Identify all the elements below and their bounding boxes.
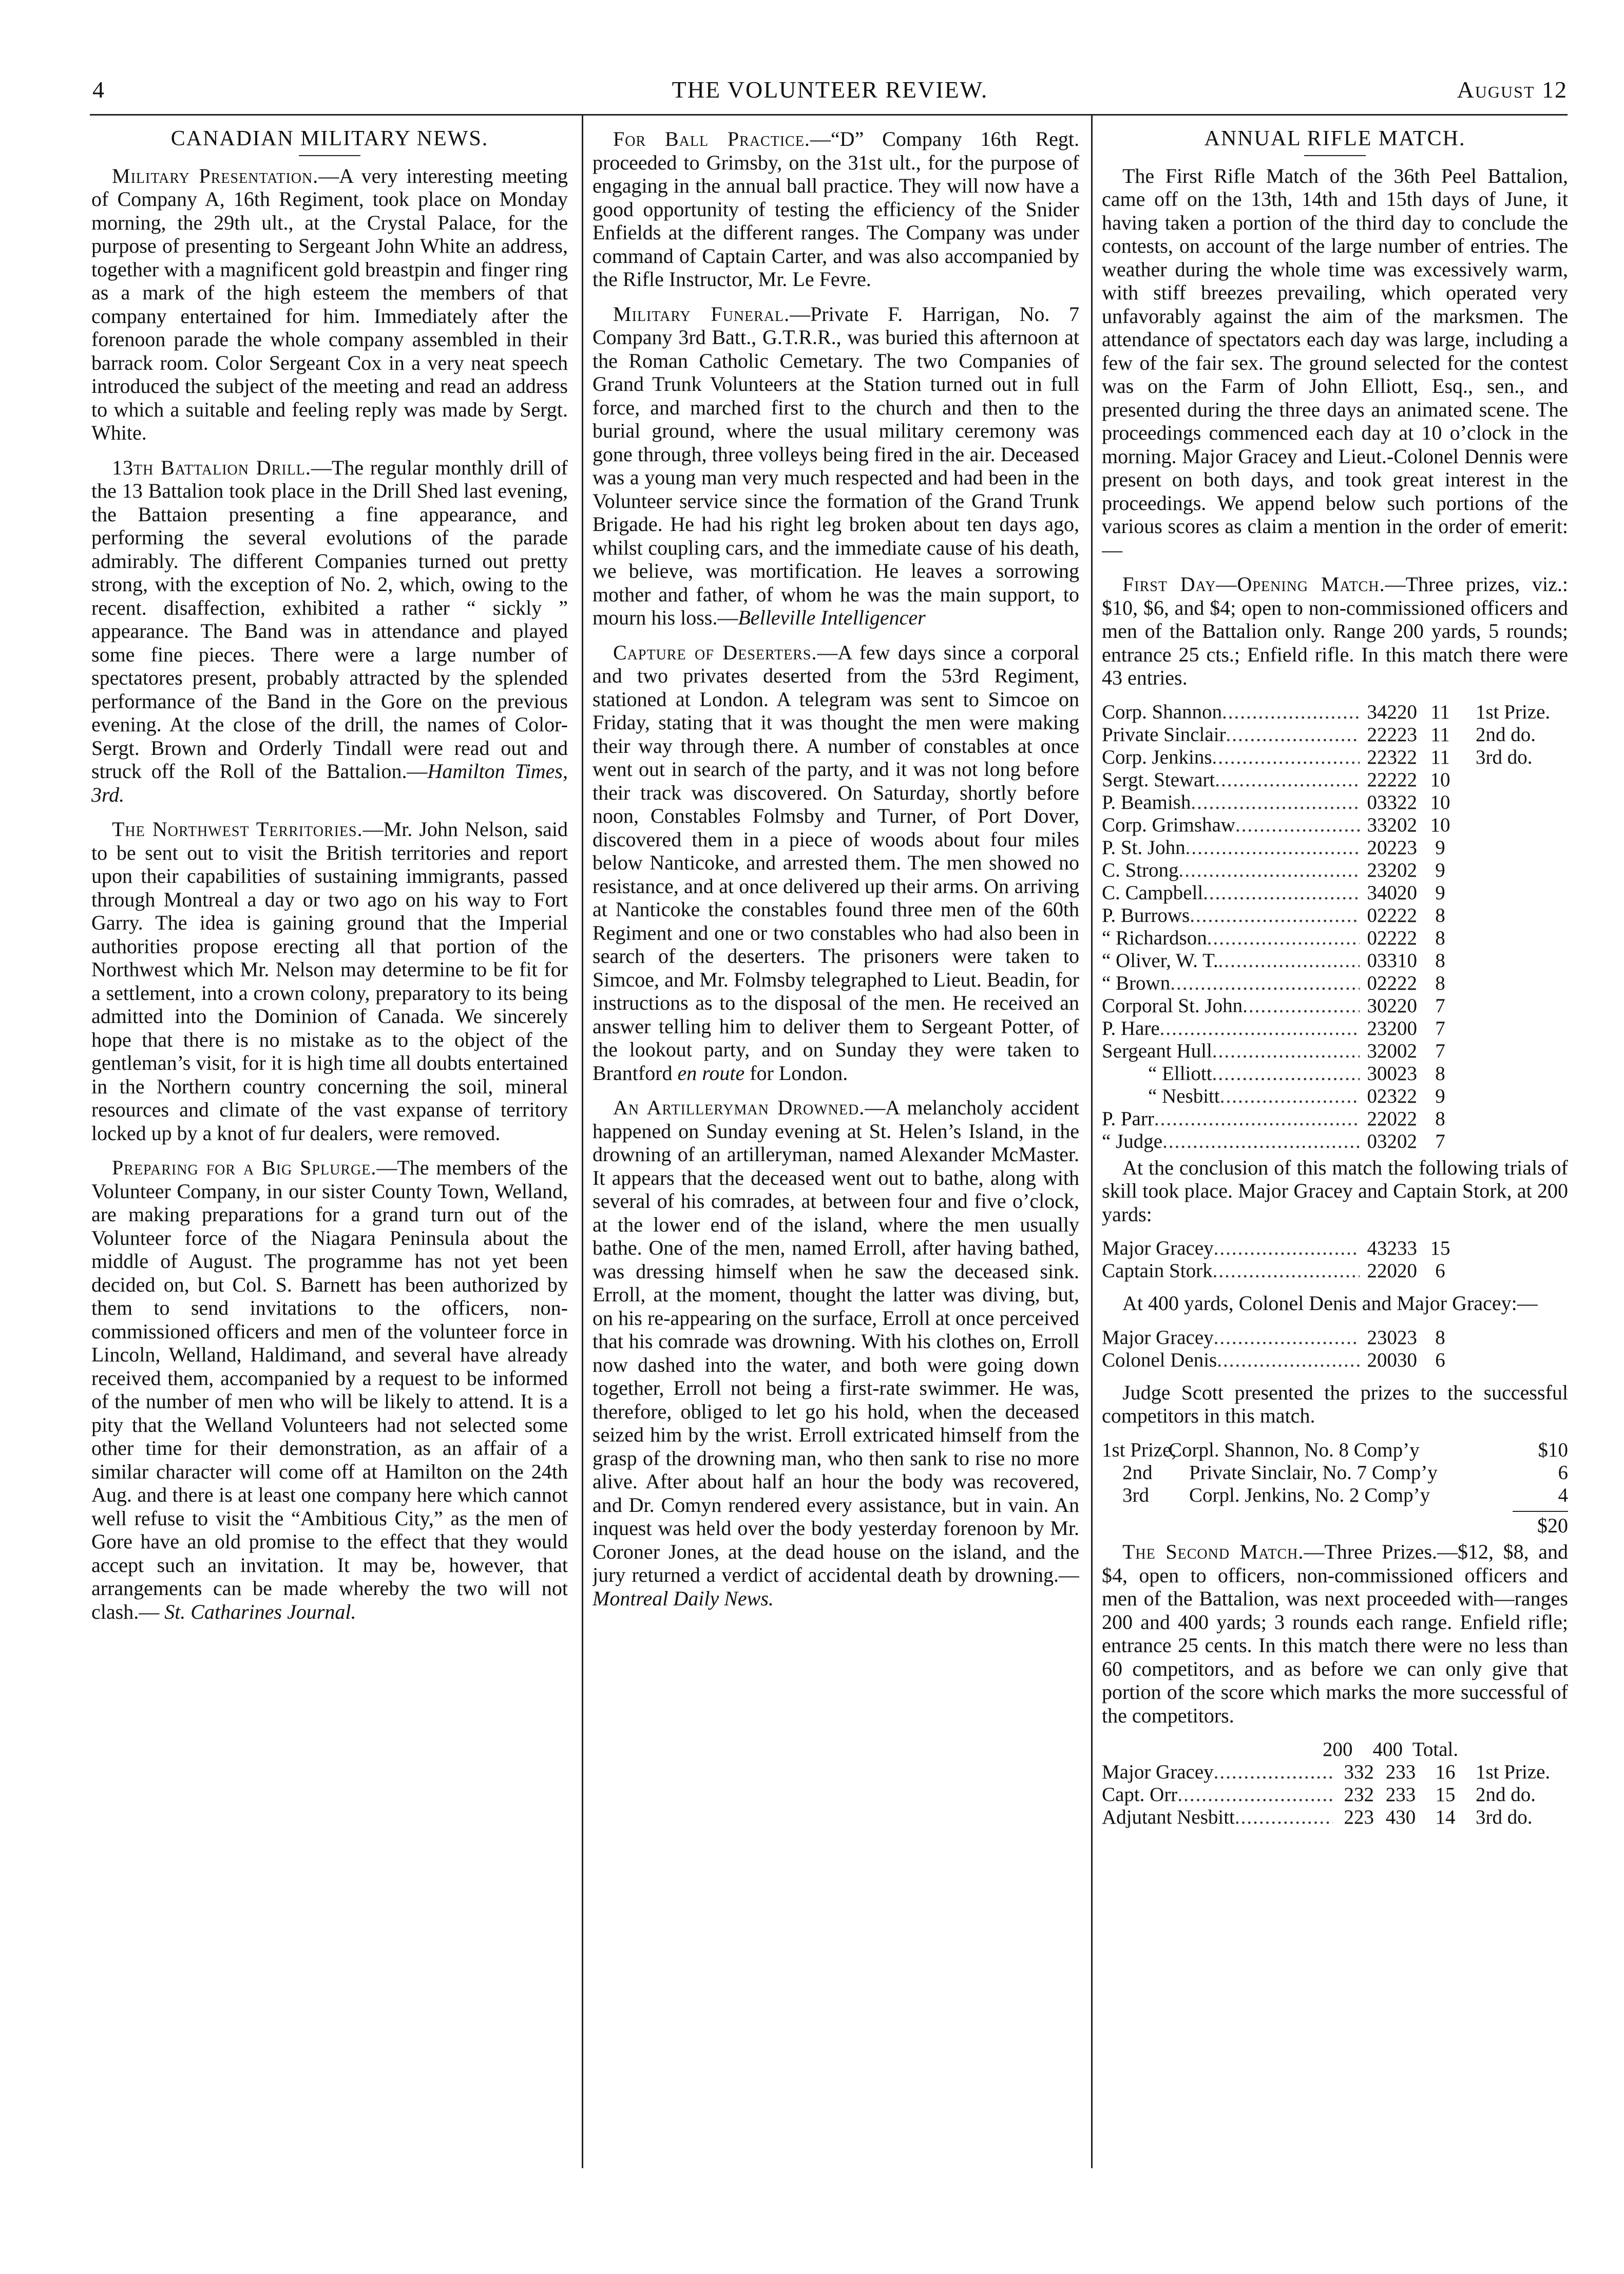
score-shots: 23200	[1367, 1017, 1417, 1039]
prize-label	[1463, 972, 1568, 995]
prize-place: 1st Prize,	[1102, 1438, 1177, 1461]
score-total: 7	[1435, 994, 1445, 1017]
score-row	[1102, 1761, 1568, 1784]
prize-label	[1463, 950, 1568, 972]
leader-dots	[1207, 927, 1360, 950]
prize-label	[1463, 1085, 1568, 1108]
leader-dots	[1218, 950, 1360, 972]
article-title: Preparing for a Big Splurge.	[112, 1156, 377, 1179]
score-shots: 23023	[1367, 1326, 1417, 1349]
score-total: 14	[1435, 1806, 1456, 1828]
competitor-name: “ Richardson	[1102, 926, 1207, 949]
score-shots: 02222	[1367, 904, 1417, 926]
competitor-name: C. Strong	[1102, 859, 1179, 881]
score-total: 15	[1430, 1237, 1450, 1259]
score-shots: 02322	[1367, 1085, 1417, 1107]
prize-label	[1463, 791, 1568, 814]
leader-dots	[1214, 1326, 1360, 1349]
prize-winner: Private Sinclair, No. 7 Comp’y	[1189, 1461, 1438, 1484]
score-shots: 22022	[1367, 1107, 1417, 1130]
prize-label	[1463, 1260, 1568, 1282]
article-battalion-drill	[91, 456, 568, 807]
score-row	[1102, 1130, 1568, 1153]
score-row	[1102, 882, 1568, 904]
publication-title: THE VOLUNTEER REVIEW.	[672, 77, 988, 103]
prize-label: 3rd do.	[1476, 1806, 1533, 1828]
leader-dots	[1214, 1237, 1360, 1260]
competitor-name: P. Burrows	[1102, 904, 1190, 926]
competitor-name: Major Gracey	[1102, 1237, 1214, 1259]
article-source: Montreal Daily News.	[593, 1586, 774, 1610]
competitor-name: Corp. Jenkins	[1102, 746, 1212, 768]
prize-label: 3rd do.	[1476, 746, 1533, 768]
score-shots: 22223	[1367, 723, 1417, 746]
score-total: 16	[1435, 1761, 1456, 1783]
column-header: 400	[1372, 1738, 1403, 1760]
issue-date: August 12	[1457, 77, 1568, 103]
leader-dots	[1177, 1784, 1333, 1806]
score-200: 332	[1344, 1761, 1374, 1783]
article-body: —“D” Company 16th Regt. proceeded to Grimsby, on the 31st ult., for the purpose of engaging in the annual ball practice. They will now have a good opportunity of testing the efficiency of the Snider Enfields at the different ranges. The Company was under command of Captain Carter, and was also accompanied by the Rifle Instructor, Mr. Le Fevre.	[593, 127, 1079, 291]
score-400: 233	[1385, 1784, 1416, 1806]
score-total: 11	[1430, 700, 1450, 723]
prize-label	[1463, 904, 1568, 927]
rifle-match-intro: The First Rifle Match of the 36th Peel Battalion, came off on the 13th, 14th and 15th days of June, it having taken a portion of the third day to conclude the contests, on account of the large number of entries. The weather during the whole time was excessively warm, with stiff breezes prevailing, which operated very unfavorably against the aim of the marksmen. The attendance of spectators each day was large, including a few of the fair sex. The ground selected for the contest was on the Farm of John Elliott, Esq., sen., and presented during the three days an animated scene. The proceedings commenced each day at 10 o’clock in the morning. Major Gracey and Lieut.-Colonel Dennis were present on both days, and took great interest in the proceedings. We append below such portions of the various scores as claim a mention in the order of emerit:—	[1102, 164, 1568, 561]
prize-amount: 4	[1558, 1484, 1568, 1506]
leader-dots	[1217, 1349, 1360, 1372]
competitor-name: Corp. Grimshaw	[1102, 813, 1235, 836]
competitor-name: C. Campbell	[1102, 881, 1203, 904]
score-shots: 43233	[1367, 1237, 1417, 1259]
competitor-name: Private Sinclair	[1102, 723, 1226, 746]
match-title: The Second Match.	[1122, 1540, 1304, 1563]
prize-place: 3rd	[1122, 1484, 1149, 1506]
column-header: 200	[1323, 1738, 1353, 1760]
prize-place: 2nd	[1122, 1461, 1153, 1484]
score-row	[1102, 1326, 1568, 1349]
competitor-name: P. Hare	[1102, 1017, 1160, 1039]
prize-label	[1463, 859, 1568, 882]
article-body-end: for London.	[744, 1061, 848, 1085]
competitor-name: P. St. John	[1102, 836, 1186, 859]
score-total: 8	[1435, 972, 1445, 994]
leader-dots	[1160, 1017, 1360, 1040]
leader-dots	[1154, 1108, 1360, 1130]
leader-dots	[1214, 1761, 1333, 1784]
score-row	[1102, 1784, 1568, 1806]
prizes-intro: Judge Scott presented the prizes to the successful competitors in this match.	[1102, 1380, 1568, 1427]
score-total: 8	[1435, 926, 1445, 949]
column-divider	[582, 114, 583, 2168]
article-source: Hamilton Times, 3rd.	[91, 760, 568, 806]
leader-dots	[1222, 701, 1360, 724]
score-row	[1102, 769, 1568, 791]
competitor-name: Colonel Denis	[1102, 1349, 1217, 1371]
leader-dots	[1226, 724, 1360, 746]
score-total: 8	[1435, 1107, 1445, 1130]
score-row	[1102, 1806, 1568, 1829]
competitor-name: “ Judge	[1102, 1130, 1163, 1152]
score-total: 10	[1430, 768, 1450, 791]
score-row	[1102, 1085, 1568, 1108]
prize-row	[1102, 1462, 1568, 1484]
prize-label: 1st Prize.	[1476, 700, 1551, 723]
score-200: 232	[1344, 1784, 1374, 1806]
article-source: Belleville Intelligencer	[738, 606, 926, 629]
leader-dots	[1179, 859, 1360, 882]
prize-label	[1463, 769, 1568, 791]
trials-200-scores	[1102, 1237, 1568, 1282]
prize-label	[1463, 1108, 1568, 1130]
article-title: 13th Battalion Drill.	[112, 456, 311, 479]
score-total: 8	[1435, 949, 1445, 972]
score-total: 9	[1435, 1085, 1445, 1107]
score-400: 430	[1385, 1806, 1416, 1828]
score-shots: 22020	[1367, 1260, 1417, 1282]
score-shots: 03202	[1367, 1130, 1417, 1152]
competitor-name: P. Beamish	[1102, 791, 1191, 813]
article-body: —The members of the Volunteer Company, in our sister County Town, Welland, are making preparations for a grand turn out of the Volunteer force of the Niagara Peninsula about the middle of August. The programme has not yet been decided on, but Col. S. Barnett has been authorized by them to send invitations to the officers, non-commissioned officers and men of the volunteer force in Lincoln, Welland, Haldimand, and several have already received them, accompanied by a request to be informed of the number of men who will be likely to attend. It is a pity that the Welland Volunteers had not selected some other time for their demonstration, as an affair of a similar character will come off at Hamilton on the 24th Aug. and there is at least one company here which cannot well refuse to visit the “Ambitious City,” as the men of Gore have an old promise to the effect that they would accept such an invitation. It may be, however, that arrangements can be made whereby the two will not clash.—	[91, 1156, 568, 1623]
article-title: Military Funeral.	[613, 302, 790, 326]
second-match-scores	[1102, 1761, 1568, 1829]
competitor-name: “ Oliver, W. T.	[1102, 949, 1218, 972]
score-total: 7	[1435, 1017, 1445, 1039]
prize-winner: Corpl. Jenkins, No. 2 Comp’y	[1189, 1484, 1430, 1506]
article-title: Capture of Deserters.	[613, 640, 817, 664]
article-military-presentation	[91, 164, 568, 445]
trials-intro: At the conclusion of this match the following trials of skill took place. Major Gracey and Captain Stork, at 200 yards:	[1102, 1155, 1568, 1226]
competitor-name: Captain Stork	[1102, 1260, 1213, 1282]
score-row	[1102, 904, 1568, 927]
score-total: 9	[1435, 836, 1445, 859]
leader-dots	[1162, 1130, 1360, 1153]
score-total: 9	[1435, 881, 1445, 904]
score-total: 15	[1435, 1784, 1456, 1806]
score-total: 11	[1430, 746, 1450, 768]
prize-label	[1463, 927, 1568, 950]
article-source: St. Catharines Journal.	[164, 1600, 356, 1623]
leader-dots	[1243, 995, 1360, 1017]
score-shots: 03310	[1367, 949, 1417, 972]
score-200: 223	[1344, 1806, 1374, 1828]
opening-match-scores	[1102, 701, 1568, 1153]
leader-dots	[1186, 837, 1360, 859]
prize-amount: 6	[1558, 1461, 1568, 1484]
article-body: —A few days since a corporal and two privates deserted from the 53rd Regiment, stationed at London. A telegram was sent to Simcoe on Friday, stating that it was thought the men were making their way through there. A number of constables at once went out in search of the party, and it was not long before their track was discovered. On Saturday, shortly before noon, Constables Folmsby and Turner, of Port Dover, discovered them in a piece of woods about four miles below Nanticoke, and arrested them. The men showed no resistance, and at once delivered up their arms. On arriving at Nanticoke the constables found three men of the 60th Regiment and one or two constables who had also been in search of the deserters. The prisoners were taken to Simcoe, and Mr. Folmsby telegraphed to Lieut. Beadin, for instructions as to the disposal of the men. He received an answer telling him to deliver them to Sergeant Potter, of the lookout party, and on Sunday they were taken to Brantford	[593, 640, 1079, 1085]
page-number: 4	[92, 77, 105, 103]
prize-label	[1463, 1237, 1568, 1260]
score-shots: 34020	[1367, 881, 1417, 904]
match-body: —Three prizes, viz.: $10, $6, and $4; open to non-commissioned officers and men of the Battalion only. Range 200 yards, 5 rounds; entrance 25 cts.; Enfield rifle. In this match there were 43 entries.	[1102, 573, 1568, 689]
opening-match-description	[1102, 573, 1568, 690]
header-rule	[90, 114, 1568, 116]
competitor-name: P. Parr	[1102, 1107, 1154, 1130]
second-match-header	[1102, 1738, 1568, 1761]
article-title: Military Presentation.	[112, 164, 319, 187]
prize-winner: Corpl. Shannon, No. 8 Comp’y	[1169, 1438, 1420, 1461]
score-total: 11	[1430, 723, 1450, 746]
leader-dots	[1203, 882, 1360, 904]
leader-dots	[1215, 769, 1360, 791]
match-body: —Three Prizes.—$12, $8, and $4, open to officers, non-commissioned officers and men of the Battalion, was next proceeded with—ranges 200 and 400 yards; 3 rounds each range. Enfield rifle; entrance 25 cents. In this match there were no less than 60 competitors, and as before we can only give that portion of the score which marks the more successful of the competitors.	[1102, 1540, 1568, 1727]
article-title: The Northwest Territories.	[112, 818, 363, 841]
score-row	[1102, 1017, 1568, 1040]
column-2	[593, 127, 1079, 2182]
score-total: 6	[1435, 1260, 1445, 1282]
article-title: An Artilleryman Drowned.	[613, 1096, 865, 1119]
prize-row	[1102, 1439, 1568, 1462]
prize-list	[1102, 1439, 1568, 1538]
section-heading: ANNUAL RIFLE MATCH.	[1204, 127, 1466, 150]
score-total: 8	[1435, 1062, 1445, 1085]
leader-dots	[1212, 746, 1360, 769]
score-total: 9	[1435, 859, 1445, 881]
score-shots: 22322	[1367, 746, 1417, 768]
score-total: 7	[1435, 1130, 1445, 1152]
score-row	[1102, 972, 1568, 995]
score-row	[1102, 791, 1568, 814]
score-total: 8	[1435, 1326, 1445, 1349]
leader-dots	[1235, 814, 1360, 837]
leader-dots	[1212, 1063, 1360, 1085]
score-row	[1102, 1040, 1568, 1063]
score-row	[1102, 859, 1568, 882]
competitor-name: Adjutant Nesbitt	[1102, 1806, 1235, 1828]
prize-label	[1463, 1326, 1568, 1349]
score-row	[1102, 1260, 1568, 1282]
article-big-splurge	[91, 1156, 568, 1623]
article-italic-phrase: en route	[677, 1061, 745, 1085]
article-capture-of-deserters	[593, 641, 1079, 1085]
score-row	[1102, 1349, 1568, 1372]
prizes-total: $20	[1513, 1511, 1568, 1538]
competitor-name: Major Gracey	[1102, 1326, 1214, 1349]
prize-label: 2nd do.	[1476, 723, 1536, 746]
competitor-name: Sergt. Stewart	[1102, 768, 1215, 791]
score-shots: 32002	[1367, 1039, 1417, 1062]
prize-label: 2nd do.	[1476, 1784, 1536, 1806]
competitor-name: Corporal St. John	[1102, 994, 1243, 1017]
article-body: —A very interesting meeting of Company A, 16th Regiment, took place on Monday morning, the 29th ult., at the Crystal Palace, for the purpose of presenting to Sergeant John White an address, together with a magnificent gold breastpin and finger ring as a mark of the high esteem the members of that company entertained for him. Immediately after the forenoon parade the whole company assembled in their barrack room. Color Sergeant Cox in a very neat speech introduced the subject of the meeting and read an address to which a suitable and feeling reply was made by Sergt. White.	[91, 164, 568, 444]
heading-rule	[299, 155, 360, 156]
article-body: —The regular monthly drill of the 13 Battalion took place in the Drill Shed last evening, the Battaion presenting a fine appearance, and performing the several evolutions of the parade admirably. The different Companies turned out pretty strong, with the exception of No. 2, which, owing to the recent. disaffection, exhibited a rather “ sickly ” appearance. The Band was in attendance and played some fine pieces. There were a large number of spectatores present, probably attracted by the splended performance of the Band in the Gore on the previous evening. At the close of the drill, the names of Color-Sergt. Brown and Orderly Tindall were read out and struck off the Roll of the Battalion.—	[91, 456, 568, 783]
score-shots: 30220	[1367, 994, 1417, 1017]
competitor-name: Major Gracey	[1102, 1761, 1214, 1783]
column-header: Total.	[1412, 1738, 1459, 1760]
score-total: 7	[1435, 1039, 1445, 1062]
score-row	[1102, 814, 1568, 837]
prize-label	[1463, 1130, 1568, 1153]
competitor-name: Corp. Shannon	[1102, 700, 1222, 723]
trials-400-scores	[1102, 1326, 1568, 1372]
article-body: —Private F. Harrigan, No. 7 Company 3rd Batt., G.T.R.R., was buried this afternoon at the Roman Catholic Cemetary. The two Companies of Grand Trunk Volunteers at the Station turned out in full force, and marched first to the church and then to the burial ground, where the usual military ceremony was gone through, three volleys being fired in the air. Deceased was a young man very much respected and had been in the Volunteer service since the formation of the Grand Trunk Brigade. He had his right leg broken about ten days ago, whilst coupling cars, and the immediate cause of his death, we believe, was mortification. He leaves a sorrowing mother and father, of whom he was the main support, to mourn his loss.—	[593, 302, 1079, 629]
prize-amount: $10	[1538, 1438, 1568, 1461]
heading-rule	[1304, 155, 1366, 156]
column-divider	[1091, 114, 1093, 2168]
competitor-name: “ Nesbitt	[1148, 1085, 1220, 1107]
leader-dots	[1190, 904, 1360, 927]
score-shots: 22222	[1367, 768, 1417, 791]
article-body: —A melancholy accident happened on Sunday evening at St. Helen’s Island, in the drowning of an artilleryman, named Alexander McMaster. It appears that the deceased went out to bathe, along with several of his comrades, at between four and five o’clock, at the lower end of the island, where the men usually bathe. One of the men, named Erroll, after having bathed, was dressing himself when he saw the deceased sink. Erroll, at the moment, thought the latter was diving, but, on his re-appearing on the surface, Erroll at once perceived that his comrade was drowning. With his clothes on, Erroll now dashed into the water, and both were going down together, Erroll not being a first-rate swimmer. He was, therefore, obliged to let go his hold, when the deceased seized him by the wrist. Erroll extricated himself from the grasp of the drowning man, who then sank to rise no more alive. After about half an hour the body was recovered, and Dr. Comyn rendered every assistance, but in vain. An inquest was held over the body yesterday forenoon by Mr. Coroner Jones, at the dead house on the island, and the jury returned a verdict of accidental death by drowning.—	[593, 1096, 1079, 1586]
article-title: For Ball Practice.	[613, 127, 810, 150]
score-row	[1102, 1237, 1568, 1260]
score-row	[1102, 950, 1568, 972]
score-shots: 34220	[1367, 700, 1417, 723]
prize-row	[1102, 1484, 1568, 1507]
prize-label	[1463, 814, 1568, 837]
competitor-name: “ Brown	[1102, 972, 1171, 994]
score-row	[1102, 837, 1568, 859]
prize-label	[1463, 882, 1568, 904]
score-row	[1102, 1063, 1568, 1085]
prize-label	[1463, 1063, 1568, 1085]
score-row	[1102, 995, 1568, 1017]
score-shots: 23202	[1367, 859, 1417, 881]
article-ball-practice	[593, 127, 1079, 291]
prize-label	[1463, 1017, 1568, 1040]
leader-dots	[1220, 1085, 1360, 1108]
competitor-name: Capt. Orr	[1102, 1784, 1178, 1806]
prize-label	[1463, 995, 1568, 1017]
leader-dots	[1170, 972, 1360, 995]
score-total: 10	[1430, 813, 1450, 836]
column-1	[91, 127, 568, 2182]
score-shots: 33202	[1367, 813, 1417, 836]
score-total: 8	[1435, 904, 1445, 926]
article-northwest-territories	[91, 818, 568, 1145]
prize-label: 1st Prize.	[1476, 1761, 1551, 1783]
prize-label	[1463, 837, 1568, 859]
score-400: 233	[1385, 1761, 1416, 1783]
score-total: 6	[1435, 1349, 1445, 1371]
score-row	[1102, 1108, 1568, 1130]
score-row	[1102, 927, 1568, 950]
score-shots: 20223	[1367, 836, 1417, 859]
prize-label	[1463, 1349, 1568, 1372]
score-shots: 20030	[1367, 1349, 1417, 1371]
article-artilleryman-drowned	[593, 1096, 1079, 1610]
trials-400-intro: At 400 yards, Colonel Denis and Major Gracey:—	[1122, 1292, 1538, 1315]
score-shots: 02222	[1367, 972, 1417, 994]
column-3	[1102, 127, 1568, 2182]
match-title: First Day—Opening Match.	[1122, 573, 1385, 596]
running-head	[92, 76, 1568, 112]
competitor-name: Sergeant Hull	[1102, 1039, 1212, 1062]
second-match-description	[1102, 1540, 1568, 1727]
score-row	[1102, 701, 1568, 724]
leader-dots	[1191, 791, 1360, 814]
article-body: —Mr. John Nelson, said to be sent out to visit the British territories and report upon their capabilities of sustaining immigrants, passed through Montreal a day or two ago on his way to Fort Garry. The idea is gaining ground that the Imperial authorities propose erecting all that portion of the Northwest which Mr. Nelson may determine to be fit for a settlement, into a crown colony, preparatory to its being admitted into the Dominion of Canada. We sincerely hope that there is no mistake as to the object of the gentleman’s visit, for it is high time all doubts entertained in the Northern country concerning the soil, mineral resources and climate of the vast expanse of territory locked up by a knot of fur dealers, were removed.	[91, 818, 568, 1145]
score-shots: 30023	[1367, 1062, 1417, 1085]
leader-dots	[1213, 1260, 1360, 1282]
score-shots: 03322	[1367, 791, 1417, 813]
prize-label	[1463, 1040, 1568, 1063]
score-total: 10	[1430, 791, 1450, 813]
score-row	[1102, 746, 1568, 769]
article-military-funeral	[593, 302, 1079, 630]
leader-dots	[1235, 1806, 1333, 1829]
leader-dots	[1212, 1040, 1360, 1063]
score-shots: 02222	[1367, 926, 1417, 949]
score-row	[1102, 724, 1568, 746]
section-heading: CANADIAN MILITARY NEWS.	[170, 127, 489, 150]
competitor-name: “ Elliott	[1148, 1062, 1212, 1085]
